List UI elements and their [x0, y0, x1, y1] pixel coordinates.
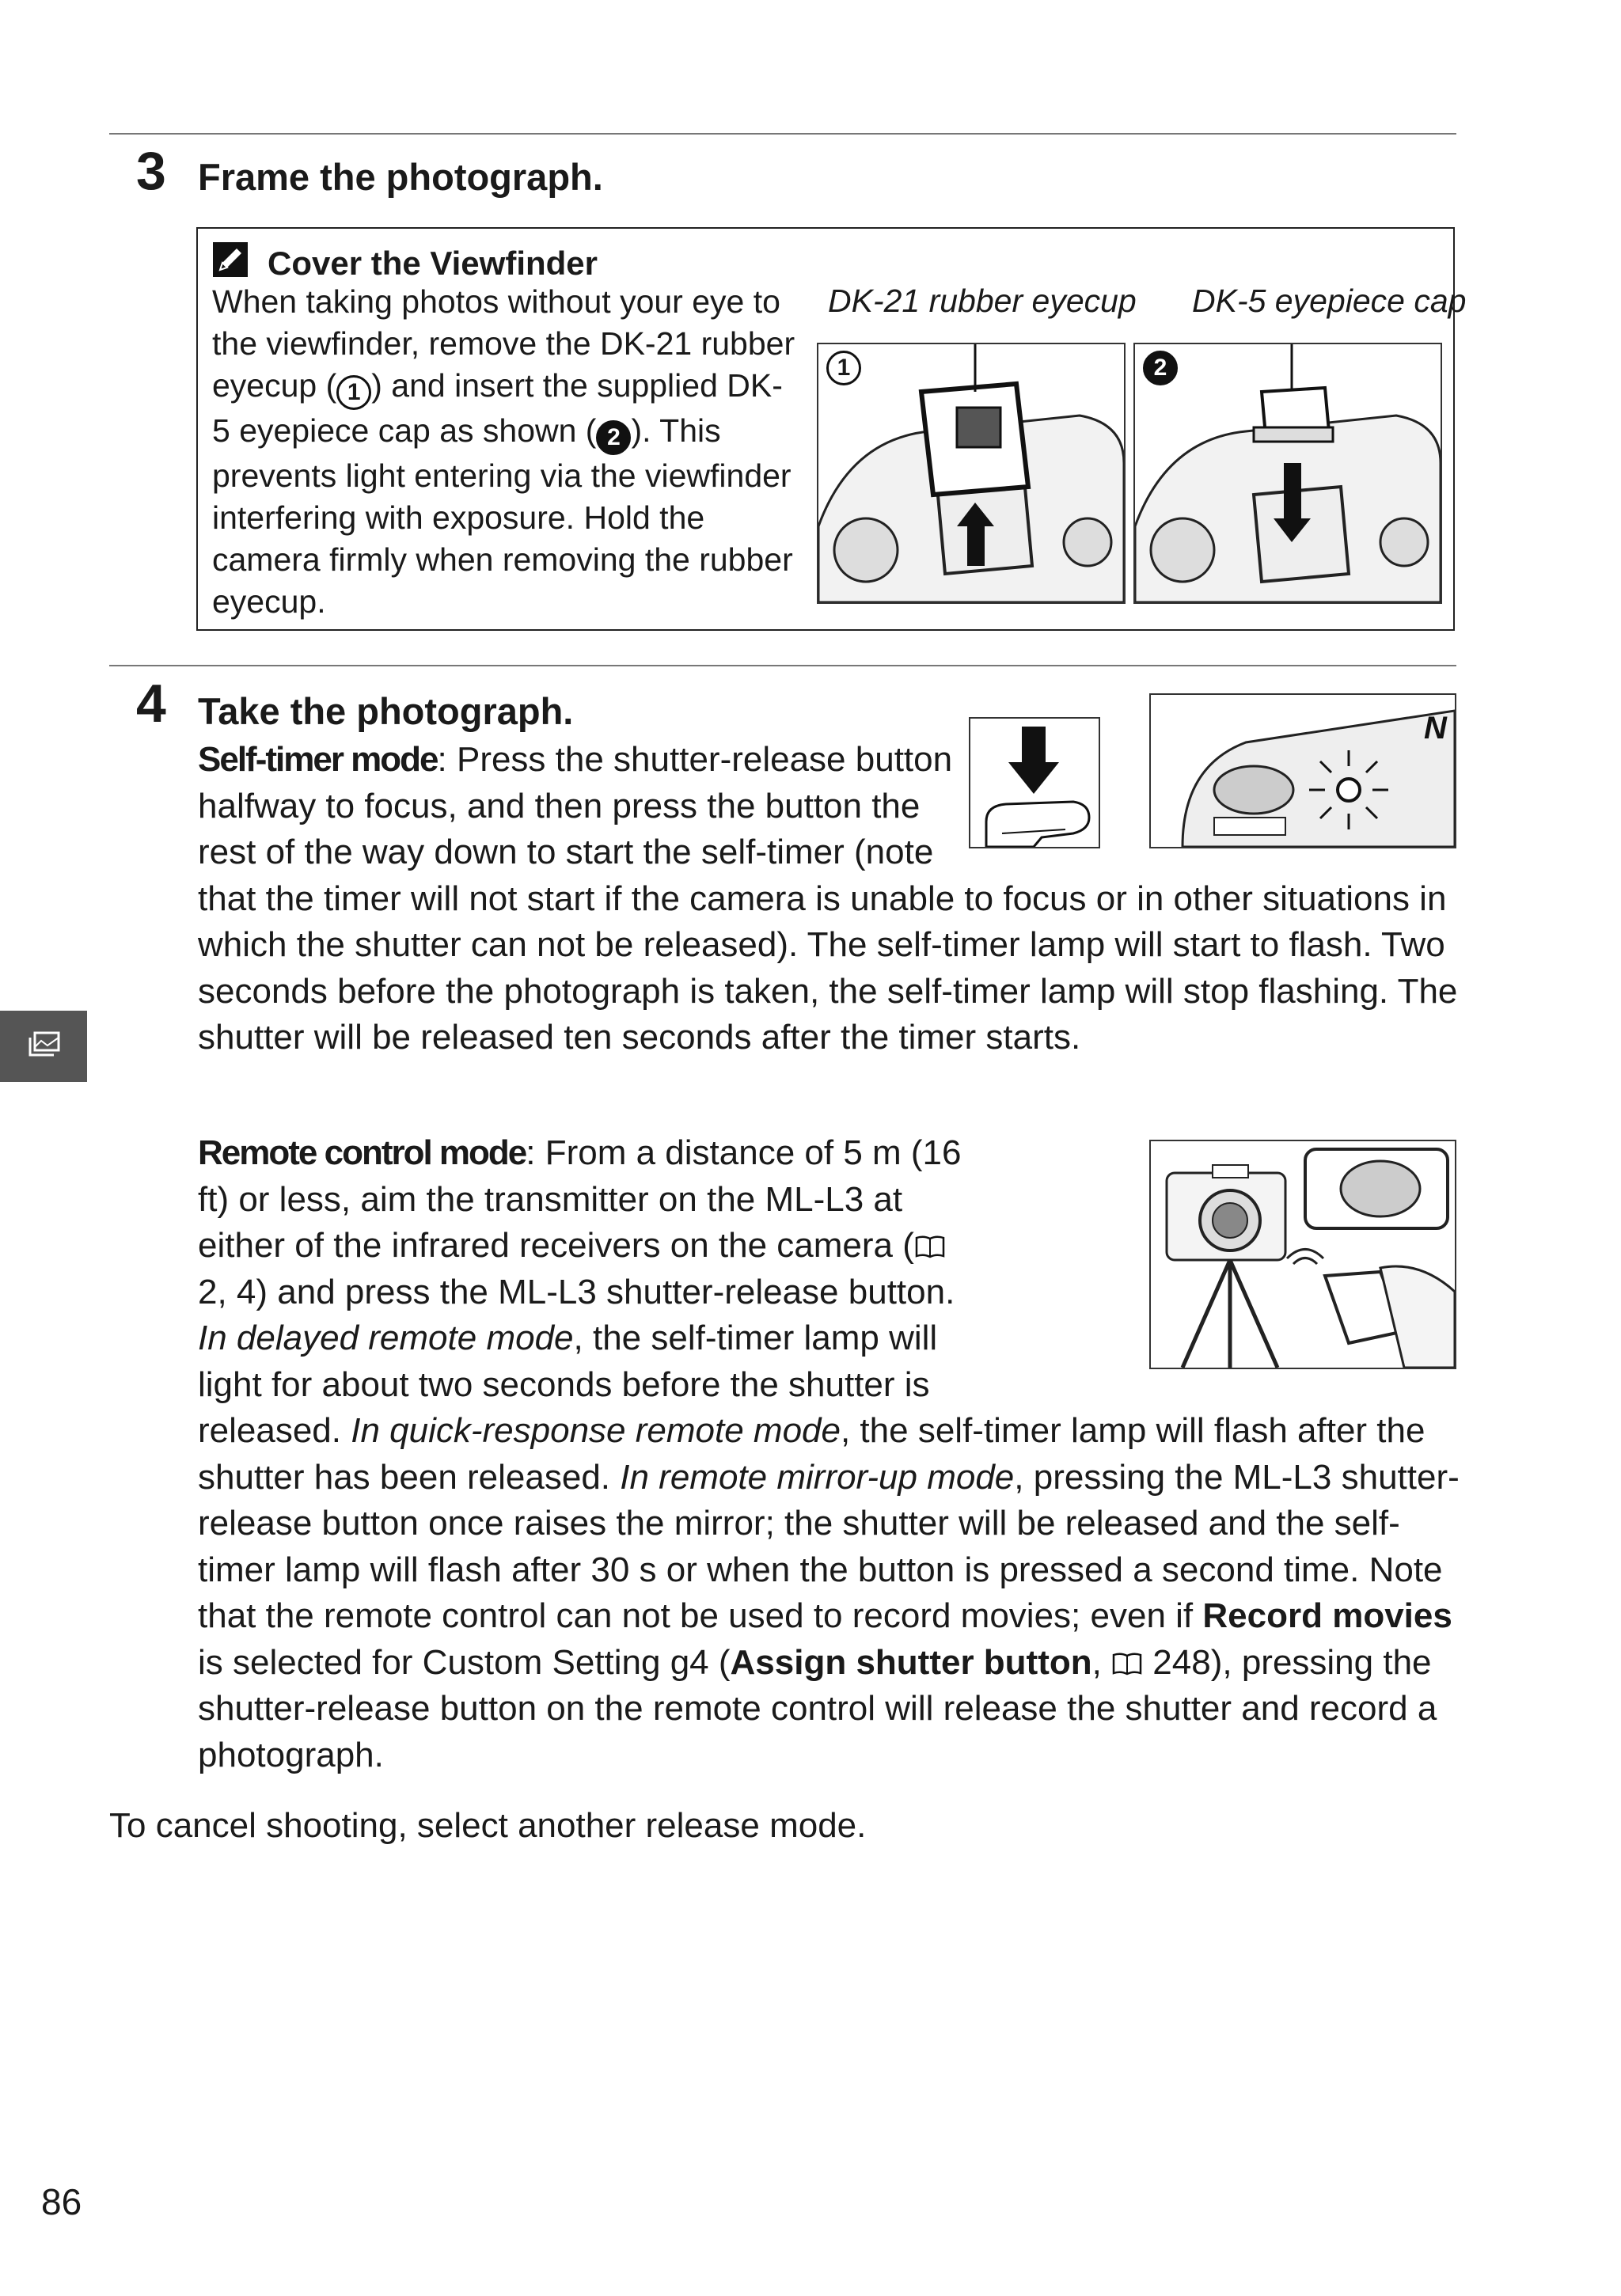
step-title: Frame the photograph.: [198, 156, 603, 198]
marker-1: 1: [336, 375, 371, 410]
section-divider: [109, 665, 1456, 666]
note-title: Cover the Viewfinder: [268, 245, 598, 282]
note-box: [196, 227, 1467, 631]
finger-press-illustration: [970, 719, 1099, 847]
shutter-press-figure: [969, 717, 1100, 848]
section-divider: [109, 133, 1456, 135]
pencil-note-icon: [212, 241, 249, 278]
caption-dk21: DK-21 rubber eyecup: [828, 283, 1137, 319]
side-tab: [0, 1011, 87, 1082]
eyepiece-cap-figure: [1133, 343, 1442, 604]
eyecup-removal-figure: [817, 343, 1126, 604]
assign-shutter-term: Assign shutter button: [730, 1642, 1092, 1682]
self-timer-label: Self-timer mode: [198, 740, 438, 779]
camera-eyepiece-cap-illustration: [1135, 344, 1441, 602]
book-reference-icon: [1111, 1652, 1143, 1676]
book-reference-icon: [914, 1235, 946, 1258]
self-timer-paragraph: Self-timer mode: Press the shutter-release button halfway to focus, and then press the button the rest of the way down to start the self-timer (note that the timer will not start if the camera is unable to focus or in other situations in which the shutter can not be released). The self-timer lamp will start to flash. Two seconds before the photograph is taken, the self-timer lamp will stop flashing. The shutter will be released ten seconds after the timer starts.: [198, 737, 1464, 1061]
figure-label-1: 1: [826, 351, 861, 385]
step-title: Take the photograph.: [198, 690, 574, 732]
camera-remote-illustration: [1151, 1141, 1455, 1368]
camera-lamp-illustration: [1151, 695, 1455, 847]
remote-control-paragraph: Remote control mode: From a distance of 5 m (16 ft) or less, aim the transmitter on the ML-L3 at either of the infrared receivers on the camera ( 2, 4) and press the ML-L3 shutter-release button. In delayed remote mode, the self-timer lamp will light for about two seconds before the shutter is released. In quick-response remote mode, the self-timer lamp will flash after the shutter has been released. In remote mirror-up mode, pressing the ML-L3 shutter-release button once raises the mirror; the shutter will be released and the self-timer lamp will flash after 30 s or when the button is pressed a second time. Note that the remote control can not be used to record movies; even if Record movies is selected for Custom Setting g4 (Assign shutter button, 248), pressing the shutter-release button on the remote control will release the shutter and record a photograph.: [198, 1130, 1464, 1778]
remote-control-figure: [1149, 1140, 1456, 1369]
note-text: When taking photos without your eye to the viewfinder, remove the DK-21 rubber eyecup ( 1 ) and insert the supplied DK-5 eyepiece cap as shown ( 2 ). This prevents light entering via the viewfinder interfering with exposure. Hold the camera firmly when removing the rubber eyecup.: [212, 283, 795, 620]
record-movies-term: Record movies: [1202, 1596, 1452, 1635]
release-mode-icon: [0, 1011, 87, 1082]
page-number: 86: [41, 2181, 82, 2222]
camera-eyecup-illustration: [818, 344, 1124, 602]
step-number: 4: [136, 674, 166, 734]
figure-label-2: 2: [1143, 351, 1178, 385]
cancel-instruction: To cancel shooting, select another release mode.: [109, 1806, 867, 1845]
step-number: 3: [136, 141, 166, 201]
self-timer-lamp-figure: [1149, 693, 1456, 848]
marker-2: 2: [596, 420, 631, 455]
svg-text:N: N: [1424, 711, 1447, 746]
caption-dk5: DK-5 eyepiece cap: [1192, 283, 1467, 319]
remote-control-label: Remote control mode: [198, 1133, 526, 1172]
